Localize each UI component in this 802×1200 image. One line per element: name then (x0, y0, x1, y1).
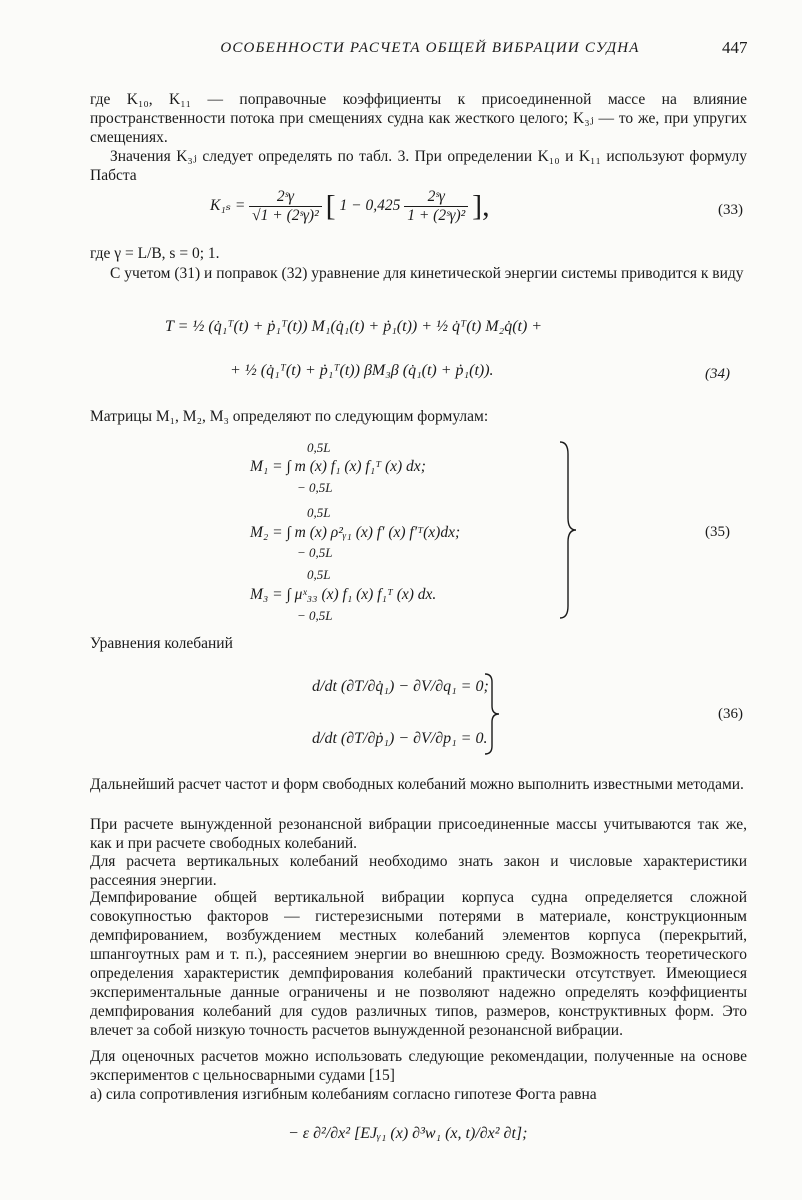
eq34-line-1: T = ½ (q̇₁ᵀ(t) + ṗ₁ᵀ(t)) M₁(q̇₁(t) + ṗ₁(t)) + ½ q̇ᵀ(t) M₂q̇(t) + (165, 318, 543, 335)
eq35-upper-limit-1: 0,5L (307, 440, 331, 455)
paragraph-12: а) сила сопротивления изгибным колебаниям согласно гипотезе Фогта равна (90, 1086, 597, 1103)
eq36-line-1: d/dt (∂T/∂q̇₁) − ∂V/∂q₁ = 0; (312, 678, 489, 695)
paragraph-9: Для расчета вертикальных колебаний необходимо знать закон и числовые характеристики рассеяния энергии. (90, 853, 747, 889)
paragraph-1: где K₁₀, K₁₁ — поправочные коэффициенты к присоединенной массе на влияние пространственности потока при смещениях судна как жесткого целого; K₃ⱼ — то же, при упругих смещениях. (90, 91, 747, 146)
page-number: 447 (722, 38, 748, 57)
eq33-inner-fraction (404, 188, 468, 225)
paragraph-4: С учетом (31) и поправок (32) уравнение для кинетической энергии системы приводится к виду (110, 265, 744, 282)
paragraph-6: Уравнения колебаний (90, 635, 233, 652)
eq35-m3: M₃ = ∫ μˣ₃₃ (x) f₁ (x) f₁ᵀ (x) dx. (250, 586, 437, 603)
paragraph-7: Дальнейший расчет частот и форм свободных колебаний можно выполнить известными методами. (90, 776, 744, 793)
running-title: ОСОБЕННОСТИ РАСЧЕТА ОБЩЕЙ ВИБРАЦИИ СУДНА (220, 40, 640, 56)
eq35-lower-limit-1: − 0,5L (297, 480, 333, 495)
paragraph-3: где γ = L/B, s = 0; 1. (90, 245, 220, 262)
paragraph-8: При расчете вынужденной резонансной вибрации присоединенные массы учитываются так же, как и при расчете свободных колебаний. (90, 816, 747, 852)
eq35-m2: M₂ = ∫ m (x) ρ²ᵧ₁ (x) f′ (x) f′ᵀ(x)dx; (250, 524, 461, 541)
eq33-inner: 1 − 0,425 (339, 197, 401, 215)
eq35-lower-limit-2: − 0,5L (297, 545, 333, 560)
eq35-lower-limit-3: − 0,5L (297, 608, 333, 623)
eq36-line-2: d/dt (∂T/∂ṗ₁) − ∂V/∂p₁ = 0. (312, 730, 488, 747)
paragraph-10: Демпфирование общей вертикальной вибрации корпуса судна определяется сложной совокупностью факторов — гистерезисными потерями в материале, конструкционным демпфированием, возбуждением местных колебаний элементов корпуса (перекрытий, шпангоутных рам и т. п.), рассеянием энергии во внешнюю среду. Возможность теоретического определения характеристик демпфирования колебаний практически отсутствует. Имеющиеся экспериментальные данные ограничены и не позволяют надежно определять коэффициенты демпфирования колебаний для судов различных типов, размеров, конструктивных форм. Это влечет за собой низкую точность расчетов вынужденной резонансной вибрации. (90, 889, 747, 1039)
eq35-upper-limit-3: 0,5L (307, 567, 331, 582)
paragraph-2: Значения K₃ⱼ следует определять по табл. 3. При определении K₁₀ и K₁₁ используют формулу Пабста (90, 148, 747, 184)
eq36-label: (36) (718, 706, 743, 722)
eq35-upper-limit-2: 0,5L (307, 505, 331, 520)
eq33-inner-numerator: 2ˢγ (404, 188, 468, 207)
eq35-brace (556, 440, 580, 620)
eq33-lhs: K₁ₛ = (210, 197, 246, 215)
eq35-m1: M₁ = ∫ m (x) f₁ (x) f₁ᵀ (x) dx; (250, 458, 426, 475)
eq34-label: (34) (705, 366, 730, 382)
eq33-numerator: 2ˢγ (249, 188, 322, 207)
equation-33: K₁ₛ = $\frac{\text{2ˢγ}}{\text{√1 + (2ˢγ)²}}$ [ 1 − 0,425 $\frac{\text{2ˢγ}}{\text{1 + (2ˢγ)²}}$ ], (210, 188, 490, 224)
equation-last: − ε ∂²/∂x² [EJᵧ₁ (x) ∂³w₁ (x, t)/∂x² ∂t]; (288, 1125, 528, 1142)
eq33-denominator: √1 + (2ˢγ)² (252, 207, 319, 224)
paragraph-5: Матрицы M₁, M₂, M₃ определяют по следующим формулам: (90, 408, 489, 425)
eq34-line-2: + ½ (q̇₁ᵀ(t) + ṗ₁ᵀ(t)) βM₃β (q̇₁(t) + ṗ₁(t)). (230, 362, 494, 379)
eq33-label: (33) (718, 202, 743, 218)
eq33-inner-denominator: 1 + (2ˢγ)² (407, 207, 466, 224)
eq33-tail: ], (472, 189, 490, 223)
paragraph-11: Для оценочных расчетов можно использовать следующие рекомендации, полученные на основе экспериментов с цельносварными судами [15] (90, 1048, 747, 1084)
eq35-label: (35) (705, 524, 730, 540)
eq33-fraction (249, 188, 322, 225)
eq36-brace (482, 672, 502, 756)
